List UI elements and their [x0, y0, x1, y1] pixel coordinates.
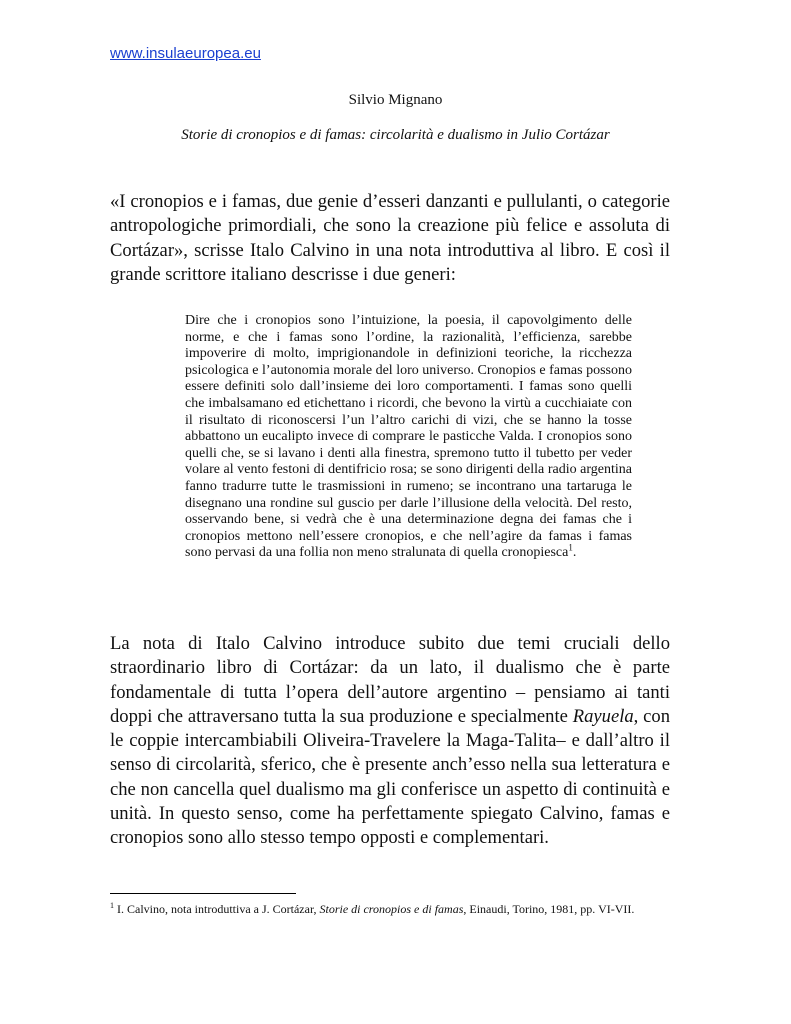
author-name: Silvio Mignano — [348, 92, 443, 108]
quote-text: Dire che i cronopios sono l’intuizione, la poesia, il capovolgimento delle norme, e che i famas sono l’ordine, la razionalità, l’efficienza, sarebbe impoverire di molto, imprigionandole in definizioni teoriche, la ricchezza psicologica e l’autonomia morale del loro universo. Cronopios e famas possono essere definiti solo dall’insieme dei loro comportamenti. I famas sono quelli che imbalsamano ed etichettano i ricordi, che bevono la virtù a cucchiaiate con il risultato di riconoscersi l’un l’altro carichi di vizi, che se hanno la tosse abbattono un eucalipto invece di comprare le pasticche Valda. I cronopios sono quelli che, se si lavano i denti alla finestra, spremono tutto il tubetto per veder volare al vento festoni di dentifricio rosa; se sono dirigenti della radio argentina fanno tradurre tutte le trasmissioni in rumeno; se incontrano una tartaruga le disegnano una rondine sul guscio per darle l’illusione della velocità. Del resto, osservando bene, si vedrà che è una determinazione degna dei famas che i cronopios mettono nell’essere cronopios, e che nell’agire da famas i famas sono pervasi da una follia non meno stralunata di quella cronopiesca — [185, 313, 632, 561]
body-text-a: La nota di Italo Calvino introduce subito due temi cruciali dello straordinario libro di Cortázar: da un lato, il dualismo che è parte fondamentale di tutta l’opera dell’autore argentino – pensiamo ai tanti doppi che attraversano tutta la sua produzione e specialmente — [110, 633, 670, 727]
block-quote — [185, 313, 632, 562]
footnote-text-a: I. Calvino, nota introduttiva a J. Cortázar, — [114, 902, 320, 916]
intro-paragraph: «I cronopios e i famas, due genie d’esseri danzanti e pullulanti, o categorie antropologiche primordiali, che sono la creazione più felice e assoluta di Cortázar», scrisse Italo Calvino in una nota introduttiva al libro. E così il grande scrittore italiano descrisse i due generi: — [110, 191, 670, 285]
body-paragraph — [110, 632, 670, 851]
footnote-ref[interactable]: 1 — [568, 542, 573, 553]
site-link[interactable]: www.insulaeuropea.eu — [110, 45, 261, 62]
footnote-marker: 1 — [110, 901, 114, 910]
footnote-text-b: , Einaudi, Torino, 1981, pp. VI-VII. — [463, 902, 635, 916]
body-text-b: , con le coppie intercambiabili Oliveira-Travelere la Maga-Talita– e dall’altro il senso di circolarità, sferico, che è presente anch’esso nella sua letteratura e che non cancella quel dualismo ma gli conferisce un aspetto di continuità e unità. In questo senso, come ha perfettamente spiegato Calvino, famas e cronopios sono allo stesso tempo opposti e complementari. — [110, 705, 670, 849]
footnote-divider — [110, 893, 296, 894]
footnote — [110, 902, 670, 917]
footnote-book-title: Storie di cronopios e di famas — [319, 902, 464, 916]
quote-end: . — [572, 545, 577, 561]
article-title: Storie di cronopios e di famas: circolarità e dualismo in Julio Cortázar — [181, 127, 610, 143]
book-title-rayuela: Rayuela — [572, 705, 634, 727]
